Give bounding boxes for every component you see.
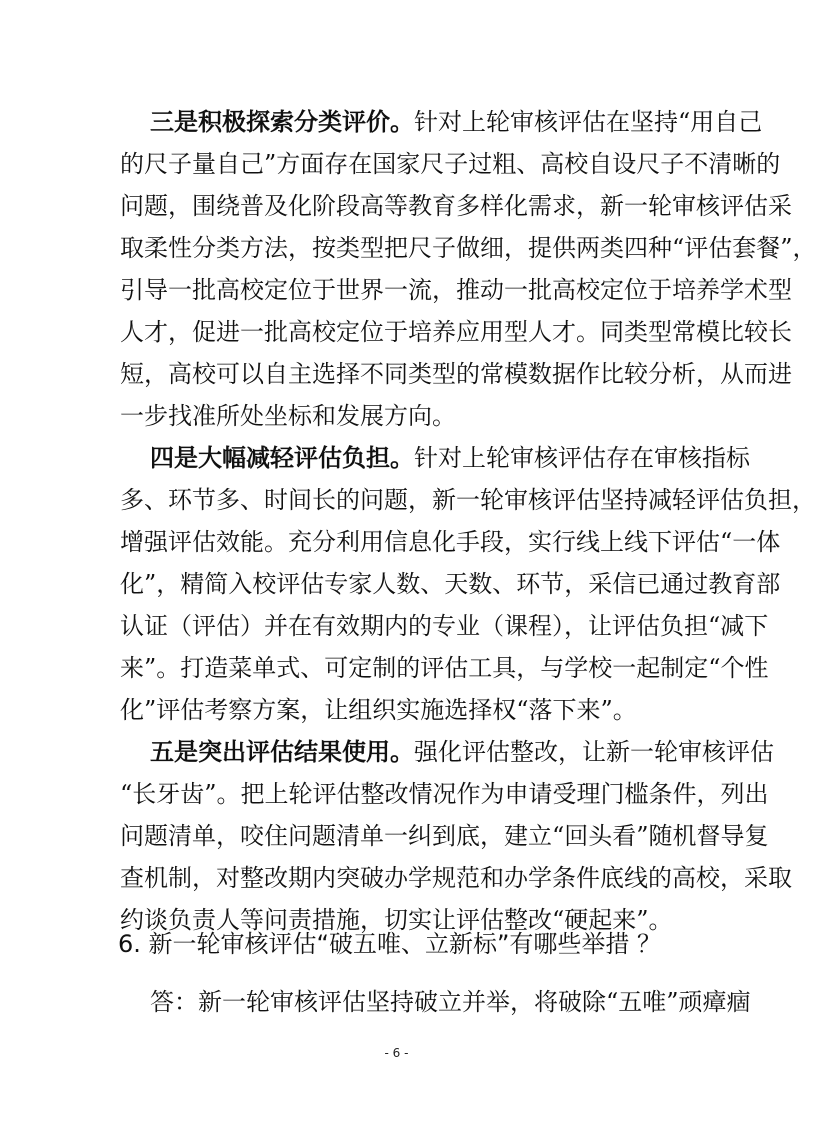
section4-line: 化”评估考察方案，让组织实施选择权“落下来”。 — [120, 696, 637, 724]
section3-line: 短，高校可以自主选择不同类型的常模数据作比较分析，从而进 — [120, 360, 792, 388]
page-number: - 6 - — [384, 1046, 409, 1060]
section3-line: 问题，围绕普及化阶段高等教育多样化需求，新一轮审核评估采 — [120, 192, 792, 220]
section4-first-rest: 针对上轮审核评估存在审核指标 — [414, 444, 750, 472]
section4-line: 多、环节多、时间长的问题，新一轮审核评估坚持减轻评估负担， — [120, 486, 816, 514]
section5-line: “长牙齿”。把上轮评估整改情况作为申请受理门槛条件，列出 — [120, 780, 769, 808]
section4-line: 来”。打造菜单式、可定制的评估工具，与学校一起制定“个性 — [120, 654, 769, 682]
section5-line: 查机制，对整改期内突破办学规范和办学条件底线的高校，采取 — [120, 864, 792, 892]
section3-line: 取柔性分类方法，按类型把尺子做细，提供两类四种“评估套餐”， — [120, 234, 817, 262]
section3-first-line — [150, 107, 763, 136]
section3-line: 的尺子量自己”方面存在国家尺子过粗、高校自设尺子不清晰的 — [120, 150, 781, 178]
section4-line: 化”，精简入校评估专家人数、天数、环节，采信已通过教育部 — [120, 570, 781, 598]
section3-lead: 三是积极探索分类评价。 — [150, 107, 414, 136]
section4-lead: 四是大幅减轻评估负担。 — [150, 443, 414, 472]
section4-first-line — [150, 443, 750, 472]
section4-line: 增强评估效能。充分利用信息化手段，实行线上线下评估“一体 — [120, 528, 781, 556]
section5-first-rest: 强化评估整改，让新一轮审核评估 — [414, 738, 774, 766]
question6-heading: 6. 新一轮审核评估“破五唯、立新标”有哪些举措 ？ — [118, 930, 662, 958]
section4-line: 认证（评估）并在有效期内的专业（课程），让评估负担“减下 — [120, 612, 769, 640]
section3-line: 人才，促进一批高校定位于培养应用型人才。同类型常模比较长 — [120, 318, 792, 346]
section5-line: 约谈负责人等问责措施，切实让评估整改“硬起来”。 — [120, 906, 673, 934]
section3-line: 引导一批高校定位于世界一流，推动一批高校定位于培养学术型 — [120, 276, 792, 304]
section5-lead: 五是突出评估结果使用。 — [150, 737, 414, 766]
question6-answer-line: 答：新一轮审核评估坚持破立并举，将破除“五唯”顽瘴痼 — [150, 988, 751, 1016]
section5-first-line — [150, 737, 774, 766]
section3-line: 一步找准所处坐标和发展方向。 — [120, 402, 456, 430]
section3-first-rest: 针对上轮审核评估在坚持“用自己 — [414, 108, 763, 136]
section5-line: 问题清单，咬住问题清单一纠到底，建立“回头看”随机督导复 — [120, 822, 769, 850]
